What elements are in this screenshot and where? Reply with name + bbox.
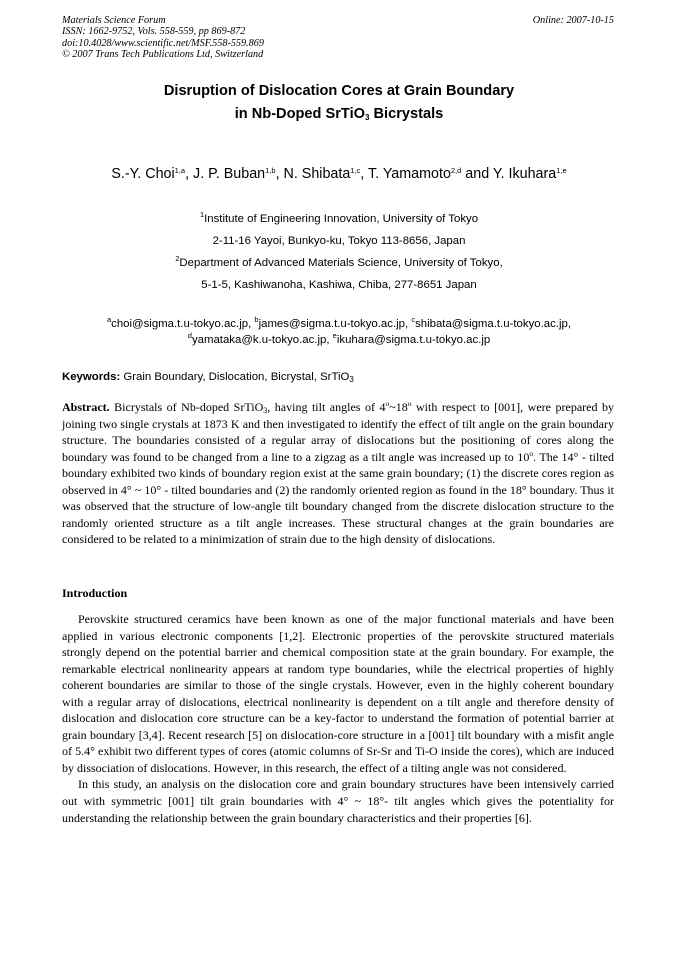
keywords: Keywords: Grain Boundary, Dislocation, Bicrystal, SrTiO$_3$ (62, 371, 354, 384)
email-line-1: $^a$choi@sigma.t.u-tokyo.ac.jp, $^b$james@sigma.t.u-tokyo.ac.jp, $^c$shibata@sigma.t.u-tokyo.ac.jp, (106, 315, 572, 330)
abstract-label: Abstract. (62, 400, 110, 414)
affiliations (0, 208, 678, 296)
author: Y. Ikuhara$^{1,e}$ (492, 166, 567, 182)
affiliation-2-line-1: $^2$Department of Advanced Materials Science, University of Tokyo, (175, 254, 503, 269)
affiliation-2-line-2: 5-1-5, Kashiwanoha, Kashiwa, Chiba, 277-8651 Japan (201, 279, 477, 291)
author: N. Shibata$^{1,c}$, (283, 166, 368, 182)
paragraph: Perovskite structured ceramics have been known as one of the major functional materials and have been applied in various electronic components [1,2]. Electronic properties of the perovskite structured materials strongly depend on the potential barrier and chemical composition state at the grain boundary. For example, the remarkable electrical nonlinearity appears at random type boundaries, while the electrical properties of highly coherent boundaries are similar to those of the single crystals. However, even in the highly coherent boundary with a regular array of dislocations, electrical nonlinearity is dependent on a tilt angle and therefore density of dislocation and dislocation core structure can be a key-factor to understand the formation of potential barrier at grain boundary [3,4]. Recent research [5] on dislocation-core structure in a [001] tilt boundary with a misfit angle of 5.4° exhibit two different types of cores (atomic columns of Sr-Sr and Ti-O inside the cores), which are induced by dissociation of dislocations. However, in this research, the effect of a tilting angle was not considered. (62, 612, 614, 775)
introduction-body (62, 611, 614, 826)
affiliation-1-line-2: 2-11-16 Yayoi, Bunkyo-ku, Tokyo 113-8656, Japan (212, 235, 466, 247)
doi-line: doi:10.4028/www.scientific.net/MSF.558-559.869 (62, 37, 264, 49)
section-heading-introduction: Introduction (62, 586, 128, 600)
keywords-text: Grain Boundary, Dislocation, Bicrystal, SrTiO (123, 371, 350, 383)
email-address: yamataka@k.u-tokyo.ac.jp (191, 334, 327, 346)
keywords-label: Keywords: (62, 371, 121, 383)
abstract: Abstract. Bicrystals of Nb-doped SrTiO$_3$, having tilt angles of 4$^o$~18$^o$ with respect to [001], were prepared by joining two single crystals at 1873 K and then investigated to identify the effect of tilt angle on the grain boundary structure. The boundaries consisted of a regular array of dislocations but the positioning of cores along the boundary was found to be changed from a line to a zigzag as a tilt angle was increased up to 10$^o$. The 14° - tilted boundary exhibited two kinds of boundary region exist at the same grain boundary; (1) the discrete cores region as observed in 4° ~ 10° - tilted boundaries and (2) the randomly oriented region as found in the 18° boundary. Thus it was observed that the structure of low-angle tilt boundary changed from the discrete dislocation structure to the randomly oriented structure as a tilt angle increases. These structural changes at the grain boundaries are considered to be related to a minimization of strain due to the high density of dislocations. (62, 399, 615, 547)
paragraph: In this study, an analysis on the dislocation core and grain boundary structures have been intensively carried out with symmetric [001] tilt grain boundaries with 4° ~ 18°- tilt angles which gives the potentiality for understanding the relationship between the grain boundary characteristics and their properties [6]. (62, 777, 614, 825)
author: S.-Y. Choi$^{1,a}$, (111, 166, 194, 182)
copyright-line: © 2007 Trans Tech Publications Ltd, Switzerland (62, 48, 264, 60)
issn-line: ISSN: 1662-9752, Vols. 558-559, pp 869-872 (62, 26, 246, 38)
journal-name: Materials Science Forum (62, 15, 166, 26)
author-list (0, 164, 678, 184)
journal-header (62, 15, 614, 60)
paper-title (0, 80, 678, 126)
author: J. P. Buban$^{1,b}$, (193, 166, 284, 182)
online-date: Online: 2007-10-15 (532, 15, 614, 26)
email-address: james@sigma.t.u-tokyo.ac.jp (258, 318, 405, 330)
email-address: shibata@sigma.t.u-tokyo.ac.jp (415, 318, 568, 330)
email-address: ikuhara@sigma.t.u-tokyo.ac.jp (336, 334, 491, 346)
affiliation-1-line-1: $^1$Institute of Engineering Innovation, University of Tokyo (199, 210, 479, 225)
email-address: choi@sigma.t.u-tokyo.ac.jp (111, 318, 249, 330)
author: T. Yamamoto$^{2,d}$ and (367, 166, 493, 182)
author-emails (0, 316, 678, 348)
title-line-2: in Nb-Doped SrTiO$_3$ Bicrystals (234, 106, 444, 122)
title-line-1: Disruption of Dislocation Cores at Grain Boundary (163, 83, 515, 99)
email-line-2: $^d$yamataka@k.u-tokyo.ac.jp, $^e$ikuhara@sigma.t.u-tokyo.ac.jp (187, 331, 491, 346)
